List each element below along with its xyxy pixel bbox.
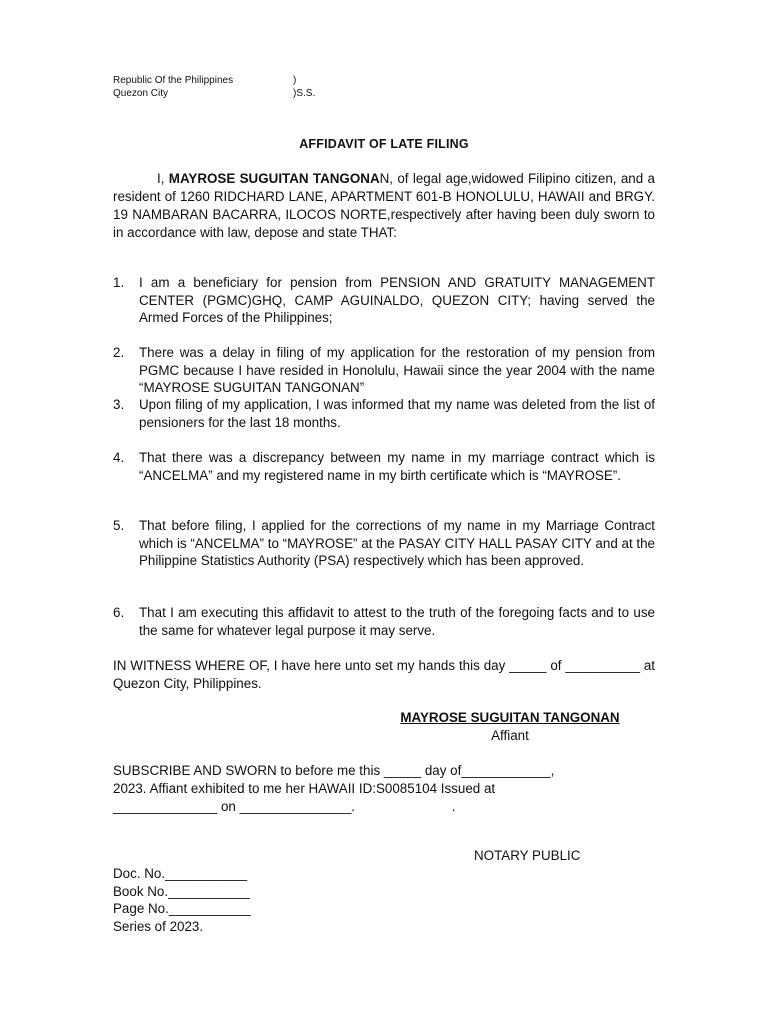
intro-rest: N, of legal age,widowed Filipino citizen, and a resident of 1260 RIDCHARD LANE, APARTMENT 601-B HONOLULU, HAWAII and BRGY. 19 NAMBARAN BACARRA, ILOCOS NORTE,respectively after having been duly sworn to in accordance with law, depose and state THAT: — [113, 171, 655, 240]
witness-paragraph: IN WITNESS WHERE OF, I have here unto set my hands this day _____ of __________ at Quezon City, Philippines. — [113, 658, 655, 691]
venue-republic: Republic Of the Philippines — [113, 75, 234, 86]
list-item-4 — [113, 449, 655, 484]
item-number: 6. — [113, 605, 125, 620]
intro-text — [113, 170, 655, 242]
item-text: That I am executing this affidavit to attest to the truth of the foregoing facts and to use the same for whatever legal purpose it may serve. — [139, 605, 655, 638]
item-row — [113, 396, 655, 431]
item-row — [113, 274, 655, 327]
intro-paragraph — [113, 170, 655, 242]
document-title: AFFIDAVIT OF LATE FILING — [299, 137, 469, 151]
item-number: 4. — [113, 450, 125, 465]
affiant-signature-block — [385, 709, 635, 745]
page-number: Page No.___________ — [113, 901, 251, 917]
jurat-line-3: ______________ on _______________. . — [113, 799, 456, 814]
jurat-line-2: 2023. Affiant exhibited to me her HAWAII ID:S0085104 Issued at — [113, 781, 496, 796]
item-text: That there was a discrepancy between my name in my marriage contract which is “ANCELMA” and my registered name in my birth certificate which is “MAYROSE”. — [139, 450, 655, 483]
item-row — [113, 449, 655, 484]
item-text: That before filing, I applied for the corrections of my name in my Marriage Contract which is “ANCELMA” to “MAYROSE” at the PASAY CITY HALL PASAY CITY and at the Philippine Statistics Authority (PSA) respectively which has been approved. — [139, 518, 655, 569]
item-number: 1. — [113, 275, 125, 290]
item-row — [113, 517, 655, 570]
item-text: I am a beneficiary for pension from PENSION AND GRATUITY MANAGEMENT CENTER (PGMC)GHQ, CAMP AGUINALDO, QUEZON CITY; having served the Armed Forces of the Philippines; — [139, 275, 655, 326]
item-text: There was a delay in filing of my application for the restoration of my pension from PGMC because I have resided in Honolulu, Hawaii since the year 2004 with the name “MAYROSE SUGUITAN TANGONAN” — [139, 345, 655, 396]
venue-bracket-1: ) — [293, 75, 297, 86]
series-year: Series of 2023. — [113, 918, 204, 934]
item-number: 2. — [113, 345, 125, 360]
venue-ss: )S.S. — [293, 88, 316, 99]
intro-name: MAYROSE SUGUITAN TANGONA — [168, 171, 380, 186]
venue-row-2 — [113, 87, 315, 100]
jurat-paragraph — [113, 762, 655, 816]
notarial-register — [113, 865, 251, 935]
list-item-2 — [113, 344, 655, 397]
item-number: 3. — [113, 397, 125, 412]
venue-row-1 — [113, 74, 315, 87]
list-item-6 — [113, 604, 655, 639]
item-number: 5. — [113, 518, 125, 533]
affiant-label: Affiant — [491, 728, 529, 743]
affiant-name: MAYROSE SUGUITAN TANGONAN — [400, 710, 620, 725]
list-item-3 — [113, 396, 655, 431]
notary-public-label: NOTARY PUBLIC — [474, 848, 581, 863]
doc-number: Doc. No.___________ — [113, 866, 248, 881]
venue-city: Quezon City — [113, 88, 169, 99]
venue-header — [113, 74, 315, 100]
jurat-line-1: SUBSCRIBE AND SWORN to before me this _____ day of____________, — [113, 763, 555, 778]
book-number: Book No.___________ — [113, 883, 250, 899]
intro-prefix: I, — [157, 171, 169, 186]
list-item-5 — [113, 517, 655, 570]
item-text: Upon filing of my application, I was informed that my name was deleted from the list of pensioners for the last 18 months. — [139, 397, 655, 430]
item-row — [113, 604, 655, 639]
item-row — [113, 344, 655, 397]
list-item-1 — [113, 274, 655, 327]
